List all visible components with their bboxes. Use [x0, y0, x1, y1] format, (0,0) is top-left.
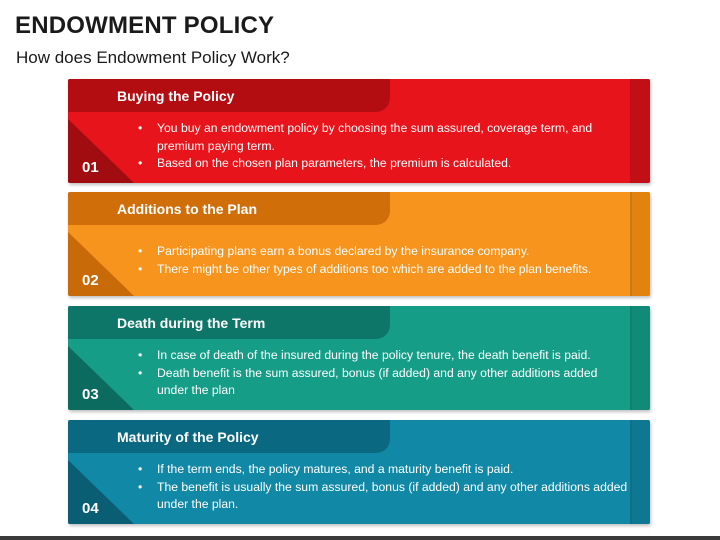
card-additions-plan [68, 192, 650, 296]
card-number: 03 [82, 386, 99, 403]
bullet-item: • Participating plans earn a bonus declared by the insurance company. [138, 243, 628, 261]
card-buying-policy [68, 79, 650, 183]
card-bullet-list [138, 347, 628, 400]
card-corner-triangle [68, 232, 134, 296]
bullet-item: • In case of death of the insured during the policy tenure, the death benefit is paid. [138, 347, 628, 365]
card-fold [632, 192, 650, 296]
page-title: ENDOWMENT POLICY [15, 12, 275, 39]
card-header [68, 306, 390, 339]
card-heading: Maturity of the Policy [117, 429, 259, 445]
card-fold [632, 306, 650, 410]
card-number: 01 [82, 159, 99, 176]
card-number: 04 [82, 500, 99, 517]
card-fold [632, 420, 650, 524]
card-corner-triangle [68, 346, 134, 410]
card-header [68, 192, 390, 225]
bullet-item: • You buy an endowment policy by choosing the sum assured, coverage term, and premium paying term. [138, 120, 628, 155]
card-bullet-list [138, 243, 628, 278]
card-heading: Additions to the Plan [117, 201, 257, 217]
bottom-bar [0, 536, 720, 540]
card-fold [632, 79, 650, 183]
bullet-item: • The benefit is usually the sum assured, bonus (if added) and any other additions added under the plan. [138, 479, 628, 514]
card-header [68, 420, 390, 453]
card-corner-triangle [68, 119, 134, 183]
bullet-item: • Based on the chosen plan parameters, the premium is calculated. [138, 155, 628, 173]
bullet-item: • If the term ends, the policy matures, and a maturity benefit is paid. [138, 461, 628, 479]
bullet-item: • There might be other types of additions too which are added to the plan benefits. [138, 261, 628, 279]
page-subtitle: How does Endowment Policy Work? [16, 48, 290, 67]
bullet-item: • Death benefit is the sum assured, bonus (if added) and any other additions added under the plan [138, 365, 628, 400]
card-bullet-list [138, 120, 628, 173]
card-maturity-policy [68, 420, 650, 524]
card-corner-triangle [68, 460, 134, 524]
card-heading: Buying the Policy [117, 88, 235, 104]
card-header [68, 79, 390, 112]
card-bullet-list [138, 461, 628, 514]
card-death-term [68, 306, 650, 410]
card-number: 02 [82, 272, 99, 289]
card-heading: Death during the Term [117, 315, 266, 331]
